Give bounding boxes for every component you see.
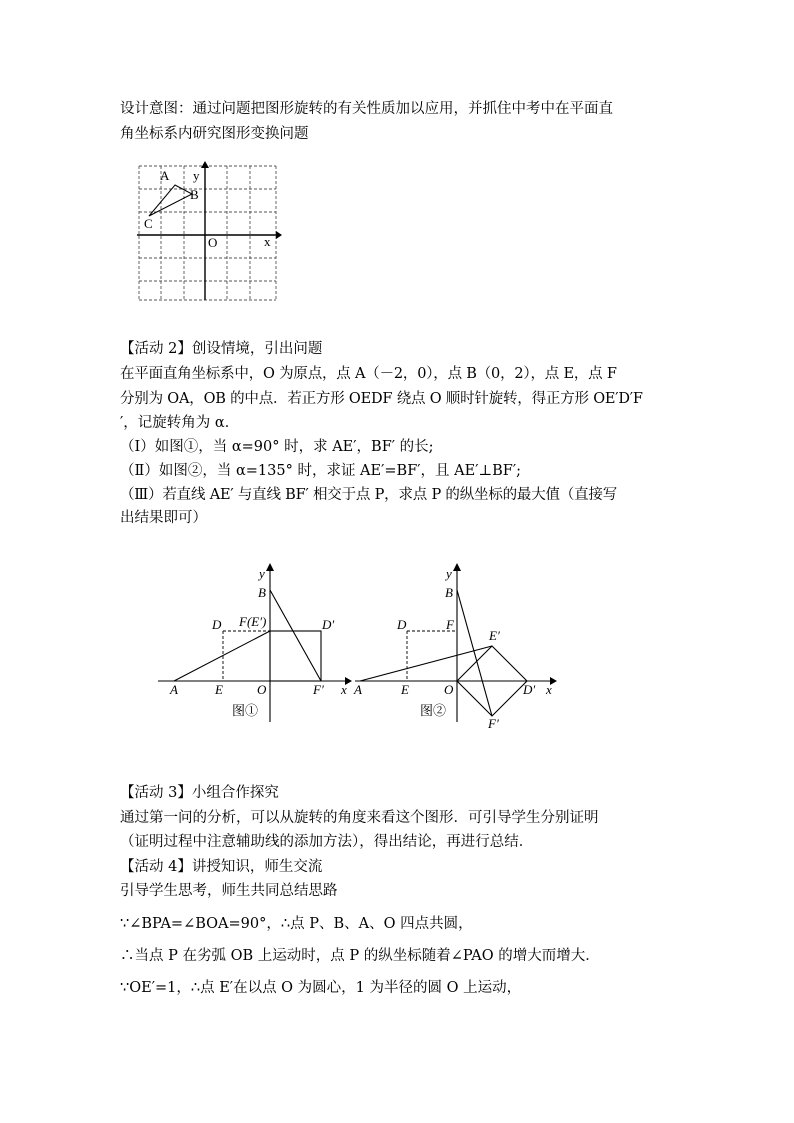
grid-figure [134,160,284,305]
fig1-label-b: B [258,585,266,600]
activity4-heading: 【活动 4】讲授知识，师生交流 [120,859,323,875]
fig2-y-arrow [453,563,461,571]
activity2-p1: 在平面直角坐标系中，O 为原点，点 A（－2，0），点 B（0，2），点 E，点 F [120,366,617,382]
activity3-p1: 通过第一问的分析，可以从旋转的角度来看这个图形．可引导学生分别证明 [120,810,599,826]
fig1-line-bf [270,590,321,681]
label-c: C [144,216,153,231]
fig2-label-y: y [446,566,452,581]
fig2-label-b: B [445,585,453,600]
fig1-label-x: x [341,682,347,697]
fig1-label-d: D [212,617,222,632]
activity2-p3: ′，记旋转角为 α． [120,415,240,431]
y-axis-arrow [201,161,209,168]
fig1-y-arrow [266,563,274,571]
fig1-line-ae [174,631,270,681]
fig1-label-dp: D′ [322,617,335,632]
fig2-label-o: O [444,682,454,697]
activity2-heading: 【活动 2】创设情境，引出问题 [120,341,323,357]
fig1-label-y: y [259,566,265,581]
fig2-label-fp: F′ [488,716,499,731]
fig1-label-fe: F(E′) [239,614,267,629]
intro-line-2: 角坐标系内研究图形变换问题 [120,126,309,142]
grid-axes [137,166,276,300]
label-a: A [160,168,170,183]
activity2-q1: （Ⅰ）如图①，当 α=90° 时，求 AE′，BF′ 的长; [120,439,434,455]
x-axis-arrow [276,231,282,239]
fig2-label-dp: D′ [523,682,536,697]
fig1-square-oedf [223,631,270,681]
fig2-label-ep: E′ [489,628,500,643]
activity2-q2: （Ⅱ）如图②，当 α=135° 时，求证 AE′=BF′，且 AE′⊥BF′; [120,463,522,479]
activity4-p4: ∵OE′=1，∴点 E′在以点 O 为圆心，1 为半径的圆 O 上运动， [120,980,522,996]
activity4-p3: ∴当点 P 在劣弧 OB 上运动时，点 P 的纵坐标随着∠PAO 的增大而增大． [120,948,600,964]
fig2-line-ae [360,646,492,681]
label-b: B [190,187,199,202]
activity4-p2: ∵∠BPA=∠BOA=90°，∴点 P、B、A、O 四点共圆， [120,916,473,932]
fig2-caption: 图② [420,703,447,718]
grid-lines [139,166,276,300]
figure-1 [150,562,360,727]
fig2-label-x: x [546,682,552,697]
triangle-abc [149,185,192,216]
fig1-label-e: E [215,682,223,697]
label-y: y [193,168,200,183]
fig2-label-d: D [397,617,407,632]
figure-2 [350,562,565,732]
fig2-label-e: E [401,682,409,697]
activity3-heading: 【活动 3】小组合作探究 [120,785,279,801]
label-o: O [208,235,218,250]
fig2-line-bf [457,590,492,716]
fig1-label-a: A [170,682,178,697]
fig1-square-rotated [270,631,321,681]
label-x: x [264,234,271,249]
fig1-label-fp: F′ [313,682,324,697]
fig2-square-oedf [407,631,457,681]
activity2-p2: 分别为 OA，OB 的中点．若正方形 OEDF 绕点 O 顺时针旋转，得正方形 OE′D′F [120,391,643,407]
fig1-caption: 图① [232,703,259,718]
fig1-label-o: O [257,682,267,697]
fig2-label-f: F [446,617,454,632]
intro-line-1: 设计意图：通过问题把图形旋转的有关性质加以应用，并抓住中考中在平面直 [120,101,613,117]
activity3-p2: （证明过程中注意辅助线的添加方法），得出结论，再进行总结． [120,834,534,850]
activity2-q3b: 出结果即可） [120,510,207,526]
activity2-q3a: （Ⅲ）若直线 AE′ 与直线 BF′ 相交于点 P，求点 P 的纵坐标的最大值（直接写 [120,487,618,503]
fig2-label-a: A [354,682,362,697]
activity4-p1: 引导学生思考，师生共同总结思路 [120,883,338,899]
